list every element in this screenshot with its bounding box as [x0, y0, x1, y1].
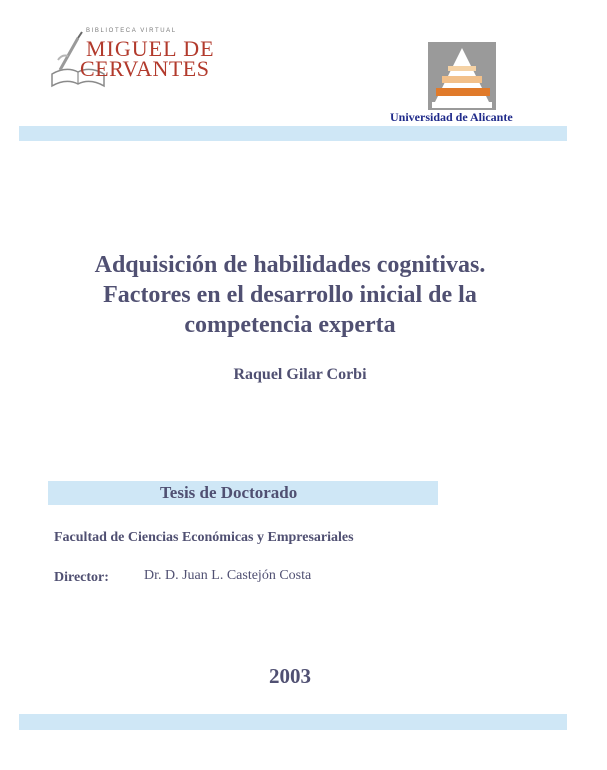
director-label: Director:: [54, 570, 109, 585]
author-name: Raquel Gilar Corbi: [233, 366, 367, 383]
thesis-type: Tesis de Doctorado: [160, 483, 298, 502]
top-band: [19, 126, 567, 141]
universidad-alicante-logo: [428, 42, 496, 110]
bvmc-line2: CERVANTES: [80, 56, 210, 81]
bvmc-line1: MIGUEL DE: [86, 36, 215, 61]
university-emblem-icon: [428, 42, 496, 110]
publication-year: 2003: [269, 664, 311, 688]
university-name: Universidad de Alicante: [390, 110, 513, 124]
biblioteca-virtual-cervantes-logo: [48, 26, 215, 96]
title-line-3: competencia experta: [184, 312, 396, 338]
bottom-band: [19, 714, 567, 730]
director-name: Dr. D. Juan L. Castejón Costa: [144, 568, 312, 583]
bvmc-top-text: BIBLIOTECA VIRTUAL: [86, 28, 177, 34]
faculty-name: Facultad de Ciencias Económicas y Empresariales: [54, 530, 354, 545]
title-line-2: Factores en el desarrollo inicial de la: [103, 282, 477, 308]
document-title: [40, 250, 540, 340]
title-line-1: Adquisición de habilidades cognitivas.: [94, 252, 486, 278]
